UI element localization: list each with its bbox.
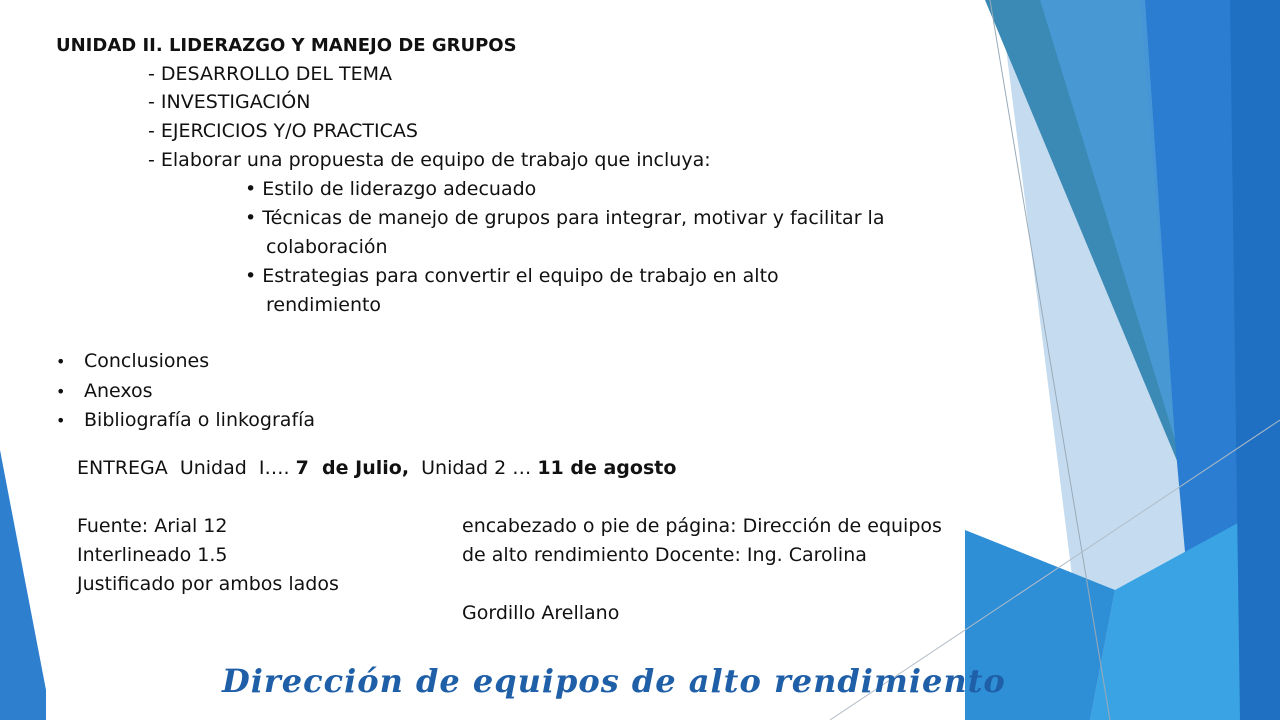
- section-research: - INVESTIGACIÓN: [148, 91, 311, 113]
- proposal-item-techniques: • Técnicas de manejo de grupos para integrar, motivar y facilitar la: [245, 207, 885, 229]
- item-annexes: Anexos: [84, 380, 153, 402]
- header-info-line1: encabezado o pie de página: Dirección de equipos: [462, 515, 942, 537]
- delivery-unit2: Unidad 2 …: [409, 457, 538, 479]
- item-bibliography: Bibliografía o linkografía: [84, 409, 316, 431]
- unit-title: UNIDAD II. LIDERAZGO Y MANEJO DE GRUPOS: [56, 35, 517, 56]
- section-development: - DESARROLLO DEL TEMA: [148, 63, 393, 85]
- delivery-unit1-date: 7 de Julio,: [295, 457, 410, 479]
- left-decor-stripe: [0, 450, 46, 720]
- proposal-item-strategies-cont: rendimiento: [266, 294, 382, 316]
- bullet-icon: •: [56, 352, 66, 371]
- delivery-unit2-date: 11 de agosto: [537, 457, 677, 479]
- bullet-icon: •: [56, 411, 66, 430]
- header-info-line3: Gordillo Arellano: [462, 602, 620, 624]
- header-info-line2: de alto rendimiento Docente: Ing. Carolina: [462, 544, 867, 566]
- format-spacing: Interlineado 1.5: [77, 544, 228, 566]
- proposal-item-strategies: • Estrategias para convertir el equipo de trabajo en alto: [245, 265, 779, 287]
- delivery-prefix: ENTREGA Unidad I….: [77, 457, 296, 479]
- section-proposal: - Elaborar una propuesta de equipo de trabajo que incluya:: [148, 149, 711, 171]
- delivery-line: [77, 454, 676, 483]
- item-conclusions: Conclusiones: [84, 350, 210, 372]
- footer-title: Dirección de equipos de alto rendimiento: [222, 662, 1006, 700]
- format-font: Fuente: Arial 12: [77, 515, 228, 537]
- format-justify: Justificado por ambos lados: [77, 573, 339, 595]
- bullet-icon: •: [56, 382, 66, 401]
- section-exercises: - EJERCICIOS Y/O PRACTICAS: [148, 120, 418, 142]
- proposal-item-leadership: • Estilo de liderazgo adecuado: [245, 178, 537, 200]
- proposal-item-techniques-cont: colaboración: [266, 236, 388, 258]
